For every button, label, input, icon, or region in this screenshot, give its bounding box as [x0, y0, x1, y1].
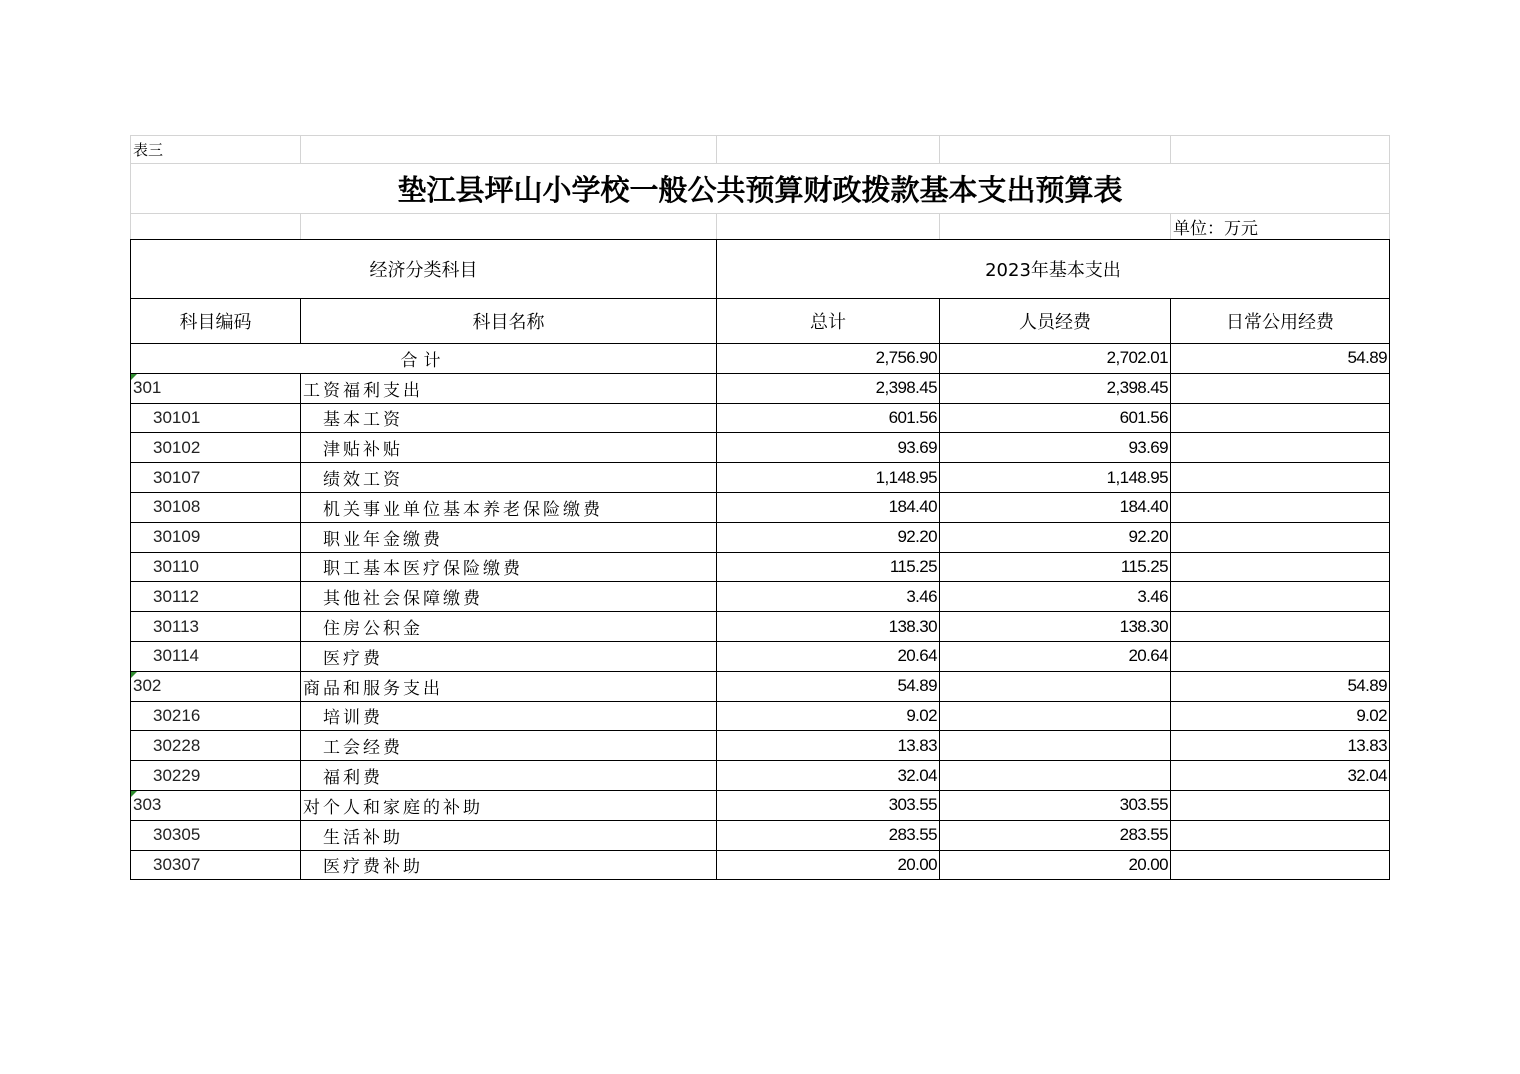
cell-public [1171, 641, 1390, 671]
table-row [131, 790, 1390, 820]
cell-public: 54.89 [1171, 671, 1390, 701]
cell-code: 30307 [131, 850, 301, 880]
cell-code: 30114 [131, 641, 301, 671]
cell-code: 30305 [131, 820, 301, 850]
cell-code: 301 [131, 373, 301, 403]
cell-public [1171, 463, 1390, 493]
column-header-code: 科目编码 [131, 299, 301, 344]
page-title: 垫江县坪山小学校一般公共预算财政拨款基本支出预算表 [131, 164, 1390, 214]
cell-personnel: 93.69 [940, 433, 1171, 463]
header-column-row [131, 299, 1390, 344]
cell-total: 54.89 [717, 671, 940, 701]
cell-code: 30228 [131, 731, 301, 761]
table-row [131, 820, 1390, 850]
cell-name: 工资福利支出 [301, 373, 717, 403]
cell-code: 303 [131, 790, 301, 820]
total-row [131, 344, 1390, 374]
cell-name: 基本工资 [301, 403, 717, 433]
unit-row [131, 214, 1390, 240]
cell-total: 115.25 [717, 552, 940, 582]
cell-total: 283.55 [717, 820, 940, 850]
cell-personnel: 601.56 [940, 403, 1171, 433]
cell-total: 13.83 [717, 731, 940, 761]
cell-name: 绩效工资 [301, 463, 717, 493]
table-row [131, 463, 1390, 493]
column-header-name: 科目名称 [301, 299, 717, 344]
unit-label: 单位：万元 [1171, 214, 1390, 240]
cell-name: 住房公积金 [301, 612, 717, 642]
cell-total: 2,398.45 [717, 373, 940, 403]
cell-personnel: 138.30 [940, 612, 1171, 642]
total-personnel: 2,702.01 [940, 344, 1171, 374]
cell-public [1171, 522, 1390, 552]
table-row [131, 612, 1390, 642]
cell-total: 1,148.95 [717, 463, 940, 493]
cell-public [1171, 433, 1390, 463]
cell-name: 医疗费 [301, 641, 717, 671]
cell-public [1171, 612, 1390, 642]
cell-personnel [940, 671, 1171, 701]
cell-total: 303.55 [717, 790, 940, 820]
table-row [131, 761, 1390, 791]
cell-public [1171, 850, 1390, 880]
cell-code: 30113 [131, 612, 301, 642]
cell-public [1171, 790, 1390, 820]
cell-name: 福利费 [301, 761, 717, 791]
cell-code: 302 [131, 671, 301, 701]
cell-name: 工会经费 [301, 731, 717, 761]
cell-code: 30229 [131, 761, 301, 791]
cell-code: 30101 [131, 403, 301, 433]
cell-personnel: 20.64 [940, 641, 1171, 671]
cell-public: 9.02 [1171, 701, 1390, 731]
cell-personnel: 184.40 [940, 492, 1171, 522]
cell-public [1171, 403, 1390, 433]
cell-name: 商品和服务支出 [301, 671, 717, 701]
header-economic-class: 经济分类科目 [131, 240, 717, 299]
label-row [131, 136, 1390, 164]
cell-code: 30108 [131, 492, 301, 522]
header-group-row [131, 240, 1390, 299]
table-label: 表三 [131, 136, 301, 164]
table-row [131, 552, 1390, 582]
cell-total: 9.02 [717, 701, 940, 731]
cell-personnel: 115.25 [940, 552, 1171, 582]
table-row [131, 641, 1390, 671]
cell-personnel [940, 761, 1171, 791]
cell-name: 职工基本医疗保险缴费 [301, 552, 717, 582]
cell-total: 92.20 [717, 522, 940, 552]
cell-code: 30107 [131, 463, 301, 493]
cell-name: 生活补助 [301, 820, 717, 850]
budget-table [130, 135, 1390, 880]
table-row [131, 582, 1390, 612]
table-row [131, 701, 1390, 731]
cell-personnel: 2,398.45 [940, 373, 1171, 403]
cell-public [1171, 552, 1390, 582]
cell-public [1171, 492, 1390, 522]
cell-total: 20.64 [717, 641, 940, 671]
cell-personnel [940, 701, 1171, 731]
total-total: 2,756.90 [717, 344, 940, 374]
cell-name: 津贴补贴 [301, 433, 717, 463]
cell-name: 其他社会保障缴费 [301, 582, 717, 612]
cell-public: 32.04 [1171, 761, 1390, 791]
cell-code: 30216 [131, 701, 301, 731]
table-row [131, 403, 1390, 433]
cell-public [1171, 820, 1390, 850]
table-row [131, 522, 1390, 552]
table-row [131, 492, 1390, 522]
header-basic-expense: 2023年基本支出 [717, 240, 1390, 299]
cell-total: 20.00 [717, 850, 940, 880]
total-label: 合计 [131, 344, 717, 374]
cell-name: 培训费 [301, 701, 717, 731]
total-public: 54.89 [1171, 344, 1390, 374]
column-header-total: 总计 [717, 299, 940, 344]
cell-code: 30109 [131, 522, 301, 552]
cell-total: 184.40 [717, 492, 940, 522]
cell-total: 601.56 [717, 403, 940, 433]
cell-name: 医疗费补助 [301, 850, 717, 880]
cell-public [1171, 373, 1390, 403]
budget-sheet [130, 135, 1390, 880]
cell-personnel: 92.20 [940, 522, 1171, 552]
cell-personnel: 303.55 [940, 790, 1171, 820]
cell-personnel: 1,148.95 [940, 463, 1171, 493]
title-row [131, 164, 1390, 214]
cell-personnel: 3.46 [940, 582, 1171, 612]
table-row [131, 850, 1390, 880]
cell-public [1171, 582, 1390, 612]
cell-name: 机关事业单位基本养老保险缴费 [301, 492, 717, 522]
cell-name: 职业年金缴费 [301, 522, 717, 552]
table-row [131, 373, 1390, 403]
cell-public: 13.83 [1171, 731, 1390, 761]
cell-total: 138.30 [717, 612, 940, 642]
cell-code: 30112 [131, 582, 301, 612]
table-row [131, 433, 1390, 463]
cell-total: 32.04 [717, 761, 940, 791]
cell-personnel: 283.55 [940, 820, 1171, 850]
table-row [131, 731, 1390, 761]
column-header-public: 日常公用经费 [1171, 299, 1390, 344]
table-body [131, 344, 1390, 880]
cell-name: 对个人和家庭的补助 [301, 790, 717, 820]
column-header-personnel: 人员经费 [940, 299, 1171, 344]
cell-total: 3.46 [717, 582, 940, 612]
cell-total: 93.69 [717, 433, 940, 463]
cell-personnel: 20.00 [940, 850, 1171, 880]
cell-code: 30110 [131, 552, 301, 582]
cell-code: 30102 [131, 433, 301, 463]
table-row [131, 671, 1390, 701]
cell-personnel [940, 731, 1171, 761]
